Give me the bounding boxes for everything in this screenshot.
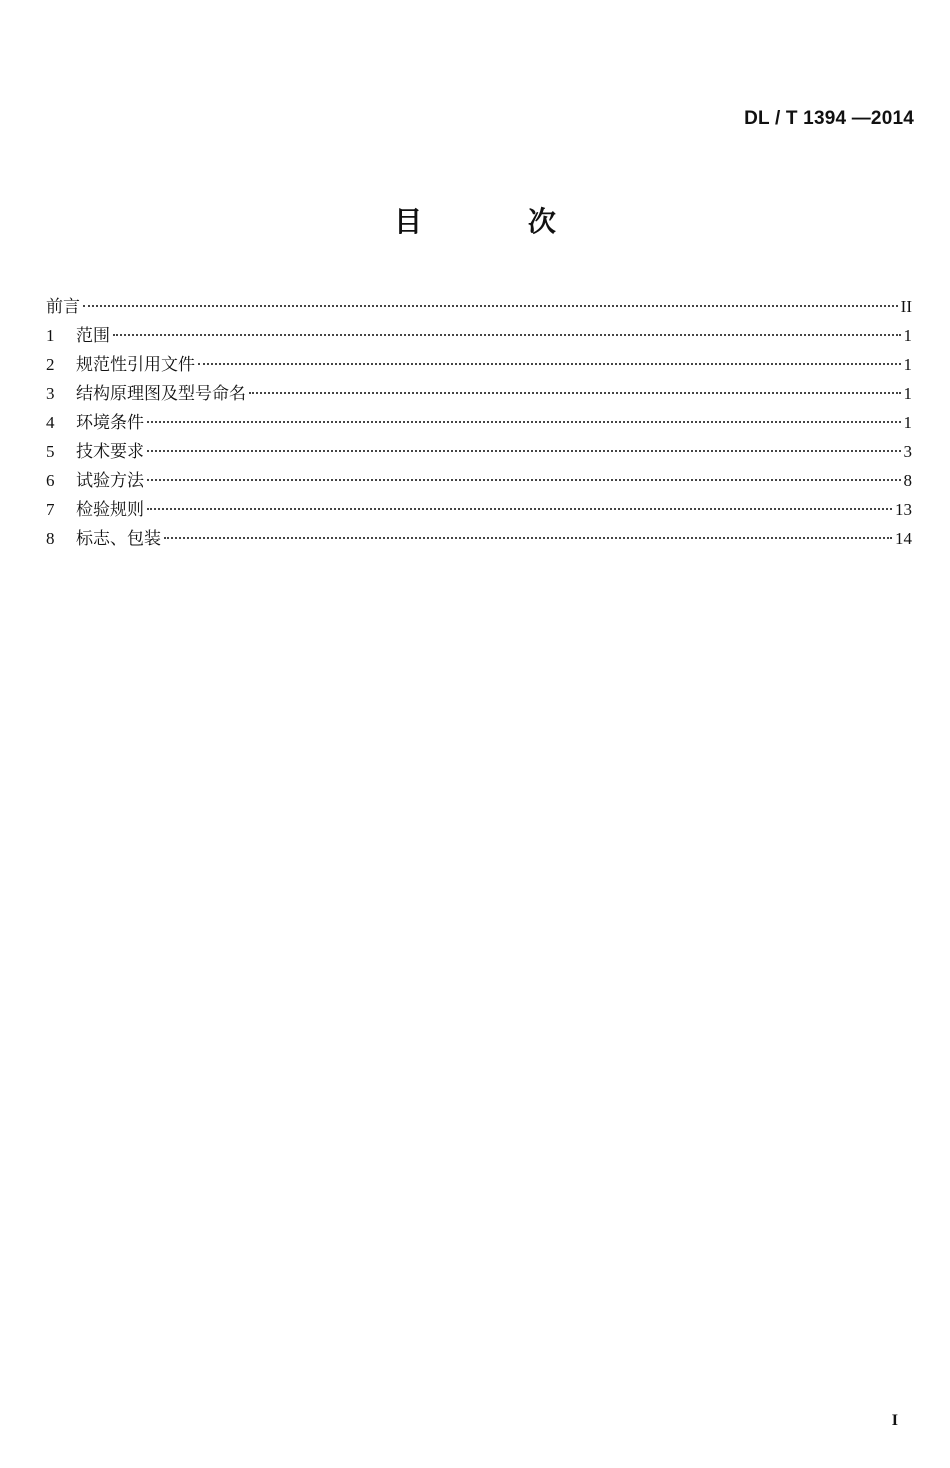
toc-entry-label: 环境条件 [76, 413, 144, 433]
dot-leader [164, 537, 892, 539]
toc-entry-2[interactable] [46, 350, 912, 379]
toc-entry-label: 前言 [46, 297, 80, 317]
toc-entry-number: 8 [46, 529, 55, 548]
toc-entry-number: 5 [46, 442, 55, 461]
dot-leader [147, 508, 892, 510]
toc-entry-7[interactable] [46, 495, 912, 524]
toc-entry-page: 1 [903, 413, 912, 432]
toc-entry-page: 1 [903, 326, 912, 345]
toc-entry-1[interactable] [46, 321, 912, 350]
toc-entry-label: 检验规则 [76, 500, 144, 520]
page-number: I [891, 1412, 898, 1429]
dot-leader [249, 392, 901, 394]
toc-entry-page: 14 [895, 529, 912, 548]
toc-entry-number: 7 [46, 500, 55, 519]
toc-entry-label: 结构原理图及型号命名 [76, 384, 246, 404]
toc-entry-page: II [900, 297, 912, 316]
toc-entry-page: 1 [903, 355, 912, 374]
document-code: DL / T 1394 —2014 [744, 108, 914, 129]
toc-entry-number: 1 [46, 326, 55, 345]
dot-leader [198, 363, 901, 365]
toc-entry-5[interactable] [46, 437, 912, 466]
dot-leader [113, 334, 901, 336]
toc-entry-label: 试验方法 [76, 471, 144, 491]
toc-entry-page: 8 [903, 471, 912, 490]
toc-entry-page: 13 [895, 500, 912, 519]
toc-entry-foreword[interactable] [46, 292, 912, 321]
dot-leader [147, 421, 901, 423]
toc-entry-number: 6 [46, 471, 55, 490]
dot-leader [83, 305, 898, 307]
dot-leader [147, 479, 901, 481]
toc-entry-page: 3 [903, 442, 912, 461]
table-of-contents [46, 292, 912, 553]
toc-entry-3[interactable] [46, 379, 912, 408]
toc-entry-page: 1 [903, 384, 912, 403]
toc-entry-label: 标志、包装 [76, 529, 161, 549]
toc-entry-label: 范围 [76, 326, 110, 346]
toc-entry-6[interactable] [46, 466, 912, 495]
toc-entry-label: 规范性引用文件 [76, 355, 195, 375]
toc-entry-number: 2 [46, 355, 55, 374]
toc-entry-4[interactable] [46, 408, 912, 437]
dot-leader [147, 450, 901, 452]
toc-entry-8[interactable] [46, 524, 912, 553]
page-title: 目 次 [394, 205, 604, 238]
toc-entry-number: 4 [46, 413, 55, 432]
toc-entry-label: 技术要求 [76, 442, 144, 462]
toc-entry-number: 3 [46, 384, 55, 403]
